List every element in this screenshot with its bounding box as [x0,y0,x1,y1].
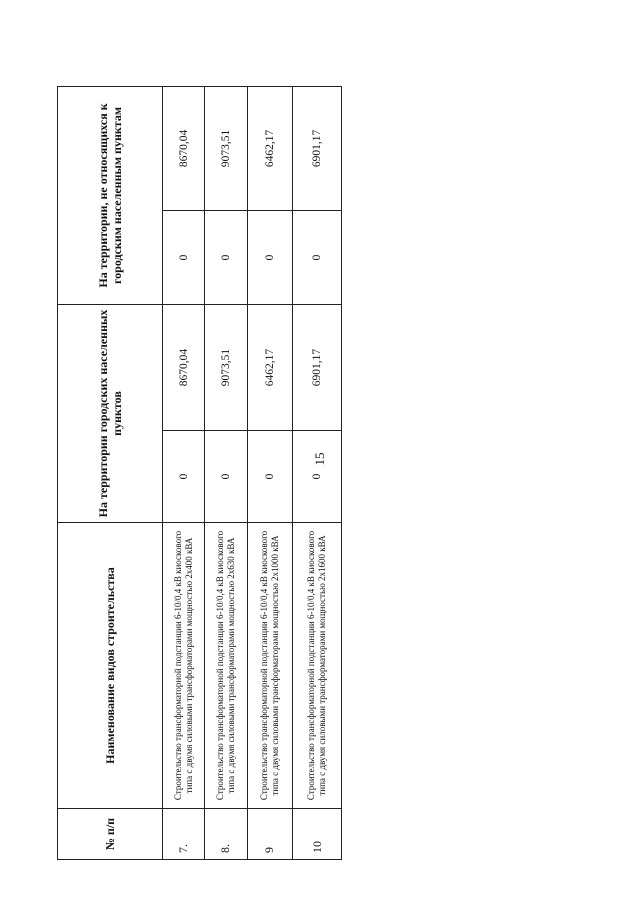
table-row [293,86,342,859]
page-number: 15 [312,452,327,466]
row-urban-b: 6901,17 [293,304,342,430]
header-non-urban: На территории, не относящихся к городским населенным пунктам [58,86,163,304]
row-non-urban-a: 0 [293,210,342,304]
row-number: 10 [293,809,342,860]
row-name: Строительство трансформаторной подстанции 6-10/0,4 кВ киоскового типа с двумя силовыми трансформаторами мощностью 2х1000 кВА [247,523,293,809]
row-non-urban-a: 0 [205,210,247,304]
row-urban-a: 0 [247,431,293,523]
row-name: Строительство трансформаторной подстанции 6-10/0,4 кВ киоскового типа с двумя силовыми трансформаторами мощностью 2х400 кВА [162,523,204,809]
header-name: Наименование видов строительства [58,523,163,809]
table-row [205,86,247,859]
row-urban-b: 8670,04 [162,304,204,430]
row-number: 7. [162,809,204,860]
table-row [162,86,204,859]
row-number: 9 [247,809,293,860]
row-non-urban-b: 9073,51 [205,86,247,210]
row-non-urban-b: 8670,04 [162,86,204,210]
construction-cost-table [57,86,342,860]
header-number: № п/п [58,809,163,860]
table-row [247,86,293,859]
row-non-urban-a: 0 [247,210,293,304]
row-urban-a: 0 [205,431,247,523]
row-urban-b: 9073,51 [205,304,247,430]
row-urban-a: 0 [293,431,342,523]
header-row [58,86,163,859]
row-non-urban-a: 0 [162,210,204,304]
rotated-table-wrapper [57,87,342,860]
row-name: Строительство трансформаторной подстанции 6-10/0,4 кВ киоскового типа с двумя силовыми трансформаторами мощностью 2х630 кВА [205,523,247,809]
row-urban-b: 6462,17 [247,304,293,430]
row-urban-a: 0 [162,431,204,523]
header-urban: На территории городских населенных пунктов [58,304,163,522]
row-non-urban-b: 6462,17 [247,86,293,210]
row-number: 8. [205,809,247,860]
row-name: Строительство трансформаторной подстанции 6-10/0,4 кВ киоскового типа с двумя силовыми трансформаторами мощностью 2х1600 кВА [293,523,342,809]
row-non-urban-b: 6901,17 [293,86,342,210]
